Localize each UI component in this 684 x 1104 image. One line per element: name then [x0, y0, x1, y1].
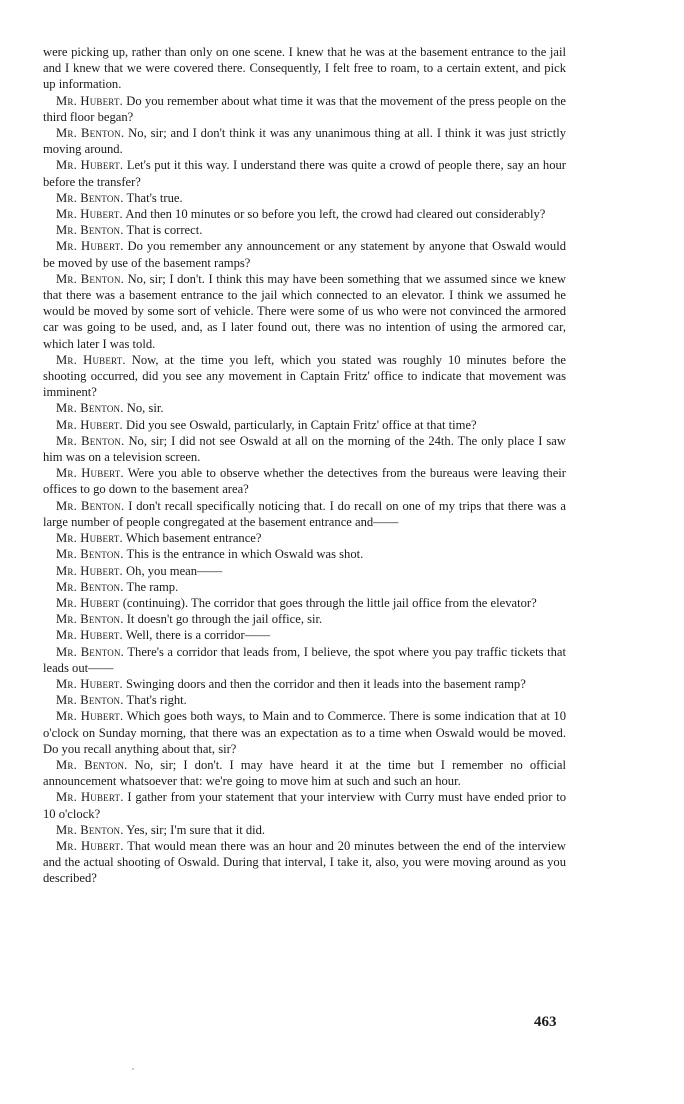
speaker-label: Mr. Hubert.: [56, 709, 124, 724]
paragraph-text: Let's put it this way. I understand there was quite a crowd of people there, say an hour before the transfer?: [43, 158, 567, 189]
paragraph-text: That's right.: [123, 693, 187, 708]
transcript-paragraph: [43, 238, 566, 270]
transcript-paragraph: [43, 611, 566, 627]
speaker-label: Mr. Benton.: [56, 498, 125, 513]
scan-speck: [132, 1068, 134, 1070]
transcript-paragraph: [43, 595, 566, 611]
paragraph-text: I gather from your statement that your interview with Curry must have ended prior to 10 o'clock?: [43, 790, 566, 821]
paragraph-text: Do you remember about what time it was that the movement of the press people on the third floor began?: [43, 93, 567, 124]
paragraph-text: No, sir; and I don't think it was any unanimous thing at all. I think it was just strictly moving around.: [43, 126, 567, 157]
speaker-label: Mr. Hubert.: [56, 531, 123, 546]
paragraph-text: (continuing). The corridor that goes through the little jail office from the elevator?: [119, 595, 537, 610]
transcript-page: [43, 44, 566, 887]
transcript-paragraph: [43, 546, 566, 562]
transcript-paragraph: [43, 822, 566, 838]
transcript-paragraph: [43, 708, 566, 757]
paragraph-text: Oh, you mean——: [122, 563, 223, 578]
paragraph-text: No, sir.: [123, 401, 164, 416]
transcript-paragraph: [43, 563, 566, 579]
page-number: 463: [534, 1014, 557, 1030]
paragraph-text: And then 10 minutes or so before you left, the crowd had cleared out considerably?: [122, 207, 546, 222]
paragraph-text: No, sir; I don't. I think this may have been something that we assumed since we knew that there was a basement entrance to the jail which connected to an elevator. I think we assumed he would be moved by some sort of vehicle. There were some of us who were not convinced the armored car was going to be used, and, as I later found out, there was no intention of using the armored car, which later I was told.: [43, 271, 566, 351]
paragraph-text: were picking up, rather than only on one scene. I knew that he was at the basement entrance to the jail and I knew that we were covered there. Consequently, I felt free to roam, to a certain extent, and pick up information.: [43, 45, 566, 92]
paragraph-text: That would mean there was an hour and 20 minutes between the end of the interview and the actual shooting of Oswald. During that interval, I take it, also, you were moving around as you described?: [43, 838, 566, 886]
paragraph-text: No, sir; I don't. I may have heard it at the time but I remember no official announcement whatsoever that: we're going to move him at such and such an hour.: [43, 757, 566, 789]
speaker-label: Mr. Benton.: [56, 271, 124, 286]
speaker-label: Mr. Benton.: [56, 612, 124, 627]
speaker-label: Mr. Hubert.: [56, 790, 124, 805]
transcript-paragraph: [43, 271, 566, 352]
speaker-label: Mr. Benton.: [56, 190, 124, 205]
speaker-label: Mr. Hubert.: [56, 563, 123, 578]
transcript-paragraph: [43, 433, 566, 465]
transcript-paragraph: [43, 644, 566, 676]
paragraph-text: Now, at the time you left, which you stated was roughly 10 minutes before the shooting occurred, did you see any movement in Captain Fritz' office to indicate that movement was imminent?: [43, 352, 566, 400]
paragraph-text: Do you remember any announcement or any statement by anyone that Oswald would be moved by use of the basement ramps?: [43, 239, 566, 270]
speaker-label: Mr. Benton.: [56, 126, 125, 141]
speaker-label: Mr. Benton.: [56, 822, 124, 837]
transcript-paragraph: [43, 579, 566, 595]
transcript-paragraph: [43, 417, 566, 433]
speaker-label: Mr. Benton.: [56, 401, 124, 416]
transcript-paragraph: [43, 465, 566, 497]
paragraph-text: Yes, sir; I'm sure that it did.: [123, 822, 266, 837]
transcript-paragraph: [43, 530, 566, 546]
transcript-paragraph: [43, 206, 566, 222]
transcript-paragraph: [43, 789, 566, 821]
transcript-paragraph: [43, 44, 566, 93]
speaker-label: Mr. Benton.: [56, 757, 128, 772]
speaker-label: Mr. Benton.: [56, 547, 124, 562]
paragraph-text: This is the entrance in which Oswald was shot.: [123, 547, 364, 562]
speaker-label: Mr. Hubert.: [56, 628, 123, 643]
transcript-paragraph: [43, 757, 566, 789]
transcript-paragraph: [43, 838, 566, 887]
speaker-label: Mr. Hubert.: [56, 466, 124, 481]
paragraph-text: Swinging doors and then the corridor and then it leads into the basement ramp?: [122, 676, 526, 691]
speaker-label: Mr. Benton.: [56, 693, 124, 708]
speaker-label: Mr. Benton.: [56, 223, 124, 238]
transcript-paragraph: [43, 157, 566, 189]
transcript-paragraph: [43, 93, 566, 125]
transcript-paragraph: [43, 498, 566, 530]
speaker-label: Mr. Hubert.: [56, 207, 123, 222]
paragraph-text: Were you able to observe whether the detectives from the bureaus were leaving their offices to go down to the basement area?: [43, 466, 566, 497]
transcript-paragraph: [43, 190, 566, 206]
transcript-paragraph: [43, 352, 566, 401]
speaker-label: Mr. Hubert.: [56, 158, 124, 173]
paragraph-text: Well, there is a corridor——: [122, 628, 270, 643]
transcript-paragraph: [43, 125, 566, 157]
transcript-paragraph: [43, 627, 566, 643]
paragraph-text: That's true.: [123, 190, 183, 205]
speaker-label: Mr. Benton.: [56, 433, 125, 448]
speaker-label: Mr. Hubert.: [56, 352, 126, 367]
speaker-label: Mr. Hubert.: [56, 417, 123, 432]
speaker-label: Mr. Hubert.: [56, 239, 124, 254]
speaker-label: Mr. Hubert: [56, 595, 120, 610]
transcript-paragraph: [43, 676, 566, 692]
paragraph-text: It doesn't go through the jail office, sir.: [123, 612, 323, 627]
paragraph-text: There's a corridor that leads from, I believe, the spot where you pay traffic tickets that leads out——: [43, 644, 567, 675]
transcript-paragraph: [43, 222, 566, 238]
speaker-label: Mr. Benton.: [56, 644, 124, 659]
speaker-label: Mr. Benton.: [56, 579, 124, 594]
speaker-label: Mr. Hubert.: [56, 676, 123, 691]
transcript-paragraph: [43, 692, 566, 708]
paragraph-text: Which basement entrance?: [122, 531, 262, 546]
transcript-paragraph: [43, 400, 566, 416]
paragraph-text: Which goes both ways, to Main and to Commerce. There is some indication that at 10 o'clock on Sunday morning, that there was an expectation as to a time when Oswald would be moved. Do you recall anything about that, sir?: [43, 709, 567, 756]
paragraph-text: No, sir; I did not see Oswald at all on the morning of the 24th. The only place I saw him was on a television screen.: [43, 433, 566, 465]
speaker-label: Mr. Hubert.: [56, 838, 124, 853]
paragraph-text: Did you see Oswald, particularly, in Captain Fritz' office at that time?: [122, 417, 477, 432]
paragraph-text: The ramp.: [123, 579, 179, 594]
paragraph-text: I don't recall specifically noticing that. I do recall on one of my trips that there was a large number of people congregated at the basement entrance and——: [43, 498, 566, 529]
speaker-label: Mr. Hubert.: [56, 93, 124, 108]
paragraph-text: That is correct.: [123, 223, 203, 238]
